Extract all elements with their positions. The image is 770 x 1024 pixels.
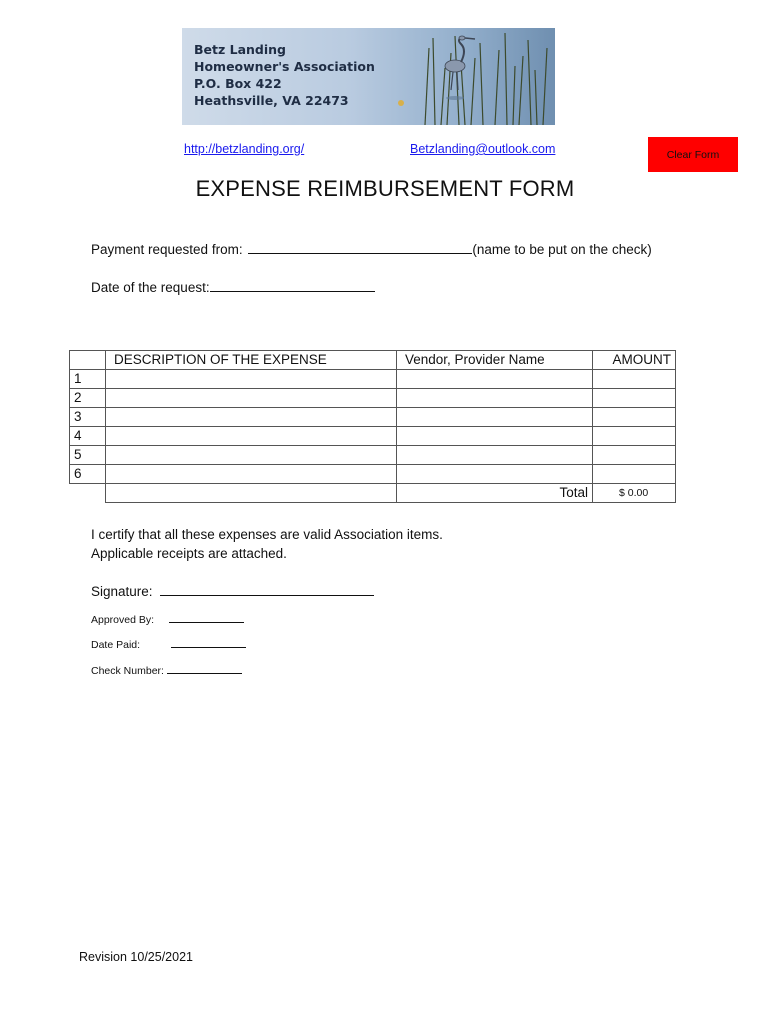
website-link[interactable]: http://betzlanding.org/ — [184, 142, 305, 156]
signature-row — [91, 582, 374, 599]
row-number: 4 — [70, 427, 106, 446]
vendor-cell[interactable] — [397, 370, 593, 389]
payment-row — [91, 240, 652, 257]
date-row — [91, 278, 375, 295]
banner-line-pobox: P.O. Box 422 — [194, 76, 282, 91]
request-date-field[interactable] — [210, 278, 375, 292]
total-row — [70, 484, 676, 503]
approved-by-row — [91, 613, 244, 626]
signature-field[interactable] — [160, 582, 374, 596]
row-number: 3 — [70, 408, 106, 427]
description-cell[interactable] — [106, 427, 397, 446]
date-label: Date of the request: — [91, 280, 210, 295]
certify-line-2: Applicable receipts are attached. — [91, 546, 287, 561]
date-paid-row — [91, 638, 246, 651]
vendor-cell[interactable] — [397, 427, 593, 446]
approved-by-field[interactable] — [169, 613, 244, 623]
banner-line-name: Betz Landing — [194, 42, 286, 57]
clear-form-button[interactable]: Clear Form — [648, 137, 738, 172]
form-title: EXPENSE REIMBURSEMENT FORM — [195, 176, 575, 201]
expense-table — [69, 350, 676, 503]
payment-label: Payment requested from: — [91, 242, 243, 257]
description-cell[interactable] — [106, 446, 397, 465]
description-cell[interactable] — [106, 465, 397, 484]
check-number-row — [91, 664, 242, 677]
table-row — [70, 465, 676, 484]
table-row — [70, 446, 676, 465]
vendor-cell[interactable] — [397, 446, 593, 465]
row-number: 6 — [70, 465, 106, 484]
table-row — [70, 427, 676, 446]
check-number-field[interactable] — [167, 664, 242, 674]
amount-cell[interactable] — [593, 408, 676, 427]
description-cell[interactable] — [106, 370, 397, 389]
table-header-row — [70, 351, 676, 370]
approved-by-label: Approved By: — [91, 614, 155, 626]
signature-label: Signature: — [91, 584, 153, 599]
payment-suffix: (name to be put on the check) — [472, 242, 652, 257]
association-banner — [182, 28, 555, 125]
certification-text — [91, 525, 443, 563]
total-description-cell — [106, 484, 397, 503]
vendor-cell[interactable] — [397, 465, 593, 484]
heron-image — [395, 28, 555, 125]
banner-line-city: Heathsville, VA 22473 — [194, 93, 349, 108]
vendor-cell[interactable] — [397, 408, 593, 427]
header-description: DESCRIPTION OF THE EXPENSE — [106, 351, 397, 370]
table-row — [70, 370, 676, 389]
vendor-cell[interactable] — [397, 389, 593, 408]
date-paid-label: Date Paid: — [91, 639, 141, 651]
revision-note: Revision 10/25/2021 — [79, 950, 193, 964]
amount-cell[interactable] — [593, 465, 676, 484]
table-row — [70, 389, 676, 408]
amount-cell[interactable] — [593, 446, 676, 465]
row-number: 5 — [70, 446, 106, 465]
amount-cell[interactable] — [593, 370, 676, 389]
banner-line-association: Homeowner's Association — [194, 59, 375, 74]
check-number-label: Check Number: — [91, 665, 164, 677]
row-number: 2 — [70, 389, 106, 408]
description-cell[interactable] — [106, 408, 397, 427]
payee-name-field[interactable] — [248, 240, 472, 254]
header-amount: AMOUNT — [593, 351, 676, 370]
description-cell[interactable] — [106, 389, 397, 408]
email-link[interactable]: Betzlanding@outlook.com — [410, 142, 556, 156]
total-spacer — [70, 484, 106, 503]
amount-cell[interactable] — [593, 389, 676, 408]
certify-line-1: I certify that all these expenses are valid Association items. — [91, 527, 443, 542]
table-row — [70, 408, 676, 427]
header-number — [70, 351, 106, 370]
amount-cell[interactable] — [593, 427, 676, 446]
date-paid-field[interactable] — [171, 638, 246, 648]
total-value: $ 0.00 — [593, 484, 676, 503]
header-vendor: Vendor, Provider Name — [397, 351, 593, 370]
row-number: 1 — [70, 370, 106, 389]
total-label: Total — [397, 484, 593, 503]
